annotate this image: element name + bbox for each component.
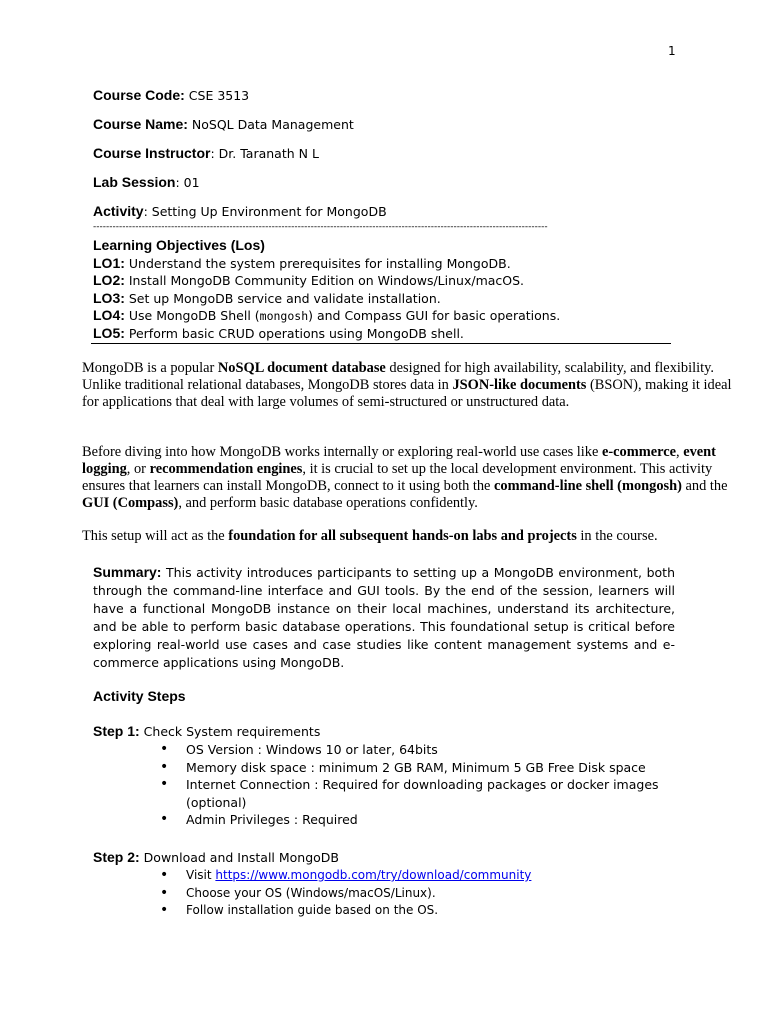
text: in the course. (576, 528, 658, 544)
list-item-text: Follow installation guide based on the OS. (186, 903, 439, 917)
bold-text: event logging (82, 444, 716, 477)
lo-code: LO5: (93, 325, 125, 341)
course-code-label: Course Code: (93, 87, 185, 103)
activity-steps-heading: Activity Steps (93, 688, 186, 704)
text: designed for high availability, scalability, and flexibility. Unlike traditional relational databases, MongoDB stores data in (82, 360, 714, 393)
text: , and perform basic database operations confidently. (178, 495, 478, 511)
summary-paragraph (93, 563, 675, 672)
step-2-instructions-list (160, 867, 670, 920)
learning-objective (93, 255, 511, 271)
text: , (675, 444, 684, 460)
bullet-icon: • (160, 811, 169, 827)
dashed-separator: -------------------------------------------------------------------------------------------------------------------------------------------- (93, 222, 548, 232)
lo-text: Set up MongoDB service and validate installation. (128, 291, 441, 306)
text: , it is crucial to set up the local development environment. This activity ensures that learners can install MongoDB, connect to it using both the (82, 461, 713, 494)
list-item-text: Admin Privileges : Required (186, 812, 358, 827)
learning-objective (93, 307, 560, 323)
mongodb-download-link[interactable]: https://www.mongodb.com/try/download/community (215, 868, 532, 882)
lo-mono-text: mongosh (259, 309, 309, 323)
lab-session (93, 174, 200, 190)
bullet-icon: • (160, 776, 169, 792)
step-1-requirements-list (160, 741, 670, 829)
page-number: 1 (668, 44, 676, 58)
lo-code: LO1: (93, 255, 125, 271)
intro-paragraph-3 (82, 528, 732, 545)
text: (BSON), making it ideal for applications that deal with large volumes of semi-structured or unstructured data. (82, 377, 732, 410)
list-item-text: OS Version : Windows 10 or later, 64bits (186, 742, 438, 757)
lo-code: LO4: (93, 307, 125, 323)
step-label: Step 1: (93, 723, 140, 739)
text: , or (126, 461, 150, 477)
course-name-value: NoSQL Data Management (191, 117, 354, 132)
course-code (93, 87, 249, 103)
bold-text: command-line shell (mongosh) (494, 478, 682, 494)
intro-paragraph-1 (82, 360, 732, 411)
lab-session-label: Lab Session (93, 174, 176, 190)
lab-session-value: : 01 (175, 175, 200, 190)
course-instructor (93, 145, 319, 161)
list-item (160, 776, 670, 811)
bullet-icon: • (160, 741, 169, 757)
step-label: Step 2: (93, 849, 140, 865)
text: and the (681, 478, 728, 494)
course-instructor-value: : Dr. Taranath N L (210, 146, 319, 161)
bullet-icon: • (160, 758, 169, 775)
text: MongoDB is a popular (82, 360, 218, 376)
lo-code: LO3: (93, 290, 125, 306)
bold-text: foundation for all subsequent hands-on labs and projects (228, 528, 577, 544)
list-item (160, 759, 670, 777)
step-title: Check System requirements (143, 724, 321, 739)
activity-value: : Setting Up Environment for MongoDB (143, 204, 387, 219)
list-item (160, 741, 670, 759)
text: This setup will act as the (82, 528, 229, 544)
bold-text: JSON-like documents (452, 377, 587, 393)
bold-text: e-commerce (601, 444, 676, 460)
course-name (93, 116, 354, 132)
list-item-text: Choose your OS (Windows/macOS/Linux). (186, 885, 436, 900)
list-item (160, 902, 670, 920)
bold-text: NoSQL document database (217, 360, 386, 376)
lo-text: Use MongoDB Shell ( (128, 308, 260, 323)
course-code-value: CSE 3513 (188, 88, 250, 103)
bullet-icon: • (160, 884, 169, 901)
course-name-label: Course Name: (93, 116, 188, 132)
bullet-icon: • (160, 902, 169, 918)
step-1 (93, 723, 320, 739)
summary-text: This activity introduces participants to setting up a MongoDB environment, both through the command-line interface and GUI tools. By the end of the session, learners will have a functional MongoDB instance on their local machines, understand its architecture, and be able to perform basic database operations. This foundational setup is critical before exploring real-world use cases and case studies like content management systems and e-commerce applications using MongoDB. (93, 565, 675, 670)
learning-objective (93, 325, 464, 341)
step-title: Download and Install MongoDB (143, 850, 340, 865)
bullet-icon: • (160, 867, 169, 883)
course-instructor-label: Course Instructor (93, 145, 211, 161)
list-item (160, 811, 670, 829)
lo-text: Perform basic CRUD operations using MongoDB shell. (128, 326, 464, 341)
activity-label: Activity (93, 203, 144, 219)
list-item-text: Visit (186, 868, 216, 882)
text: Before diving into how MongoDB works internally or exploring real-world use cases like (82, 444, 602, 460)
lo-text: Install MongoDB Community Edition on Windows/Linux/macOS. (128, 273, 525, 288)
lo-text: ) and Compass GUI for basic operations. (308, 308, 561, 323)
horizontal-rule (91, 343, 671, 344)
learning-objective (93, 272, 524, 288)
lo-code: LO2: (93, 272, 125, 288)
learning-objective (93, 290, 441, 306)
list-item (160, 885, 670, 903)
step-2 (93, 849, 339, 865)
bold-text: GUI (Compass) (82, 495, 179, 511)
learning-objectives-title: Learning Objectives (Los) (93, 237, 265, 253)
list-item-text: Internet Connection : Required for downloading packages or docker images (optional) (186, 777, 659, 810)
summary-label: Summary: (93, 564, 162, 580)
intro-paragraph-2 (82, 444, 732, 512)
activity-title (93, 203, 387, 219)
bold-text: recommendation engines (149, 461, 303, 477)
list-item (160, 867, 670, 885)
list-item-text: Memory disk space : minimum 2 GB RAM, Minimum 5 GB Free Disk space (186, 759, 646, 775)
lo-text: Understand the system prerequisites for installing MongoDB. (128, 256, 511, 271)
